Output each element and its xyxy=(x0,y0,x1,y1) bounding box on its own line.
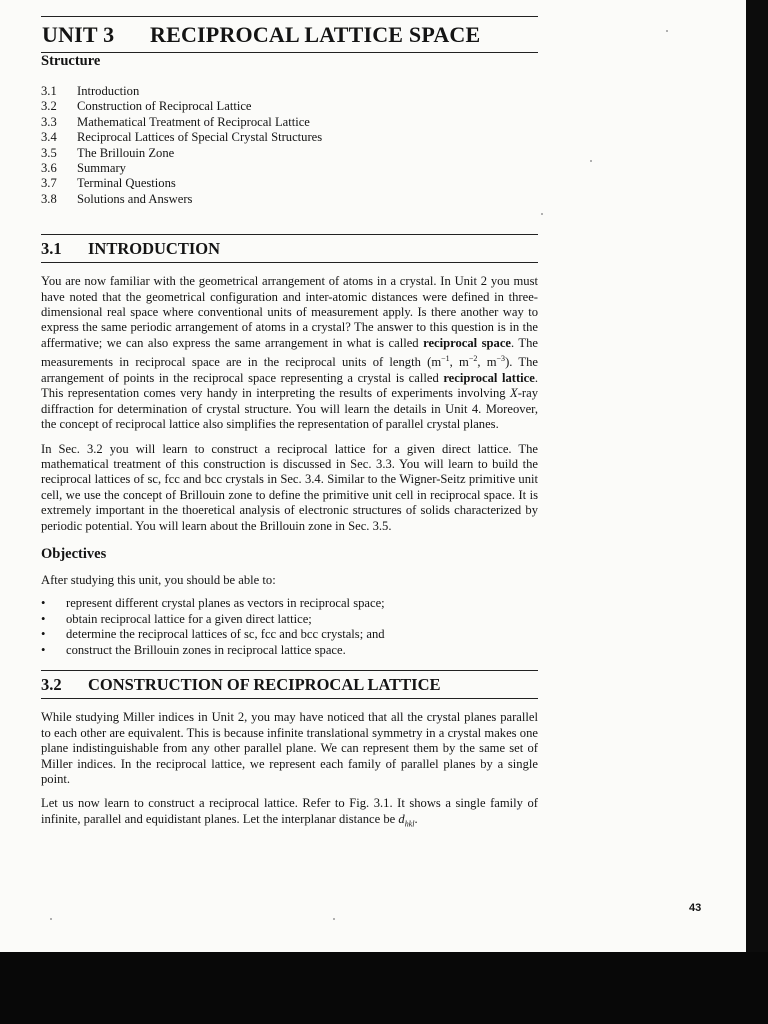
objectives-list xyxy=(41,596,538,658)
structure-item-label: Summary xyxy=(77,161,126,176)
structure-item-number: 3.8 xyxy=(41,191,57,206)
section-title: CONSTRUCTION OF RECIPROCAL LATTICE xyxy=(88,675,441,695)
section-title: INTRODUCTION xyxy=(88,239,221,259)
structure-item-number: 3.2 xyxy=(41,99,57,114)
construction-paragraph-1: While studying Miller indices in Unit 2, you may have noticed that all the crystal planes parallel to each other are equivalent. This is because infinite translational symmetry in a crystal makes one plane indistinguishable from any other parallel plane. We can represent them by the same set of Miller indices. In the reciprocal lattice, we represent each family of parallel planes by a single point. xyxy=(41,710,538,786)
structure-list xyxy=(41,84,538,207)
structure-item-number: 3.1 xyxy=(41,84,57,98)
section-number: 3.1 xyxy=(41,239,62,259)
section-3-2-heading xyxy=(41,675,538,695)
intro-paragraph-2: In Sec. 3.2 you will learn to construct a reciprocal lattice for a given direct lattice. The mathematical treatment of this construction is discussed in Sec. 3.3. You will learn to build the reciprocal lattices of sc, fcc and bcc crystals in Sec. 3.4. Similar to the Wigner-Seitz primitive unit cell, we use the concept of Brillouin zone to define the primitive unit cell in reciprocal space. It is extremely important in the thoeretical analysis of electronic structures of solids characterized by periodic potential. You will learn about the Brillouin zone in Sec. 3.5. xyxy=(41,441,538,533)
scan-speck xyxy=(50,918,52,920)
objective-item: • obtain reciprocal lattice for a given direct lattice; xyxy=(41,612,538,628)
scan-speck xyxy=(541,213,543,215)
unit-number: UNIT 3 xyxy=(42,22,115,47)
structure-item-number: 3.4 xyxy=(41,130,57,145)
objective-item: • determine the reciprocal lattices of sc, fcc and bcc crystals; and xyxy=(41,627,538,643)
section-rule xyxy=(41,234,538,235)
section-number: 3.2 xyxy=(41,675,62,695)
scan-edge-bottom xyxy=(0,952,768,1024)
unit-title: RECIPROCAL LATTICE SPACE xyxy=(150,22,481,47)
structure-item-label: Solutions and Answers xyxy=(77,191,193,206)
section-underline xyxy=(41,262,538,263)
structure-item xyxy=(41,176,538,191)
objectives-heading: Objectives xyxy=(41,545,107,562)
structure-item-number: 3.3 xyxy=(41,114,57,129)
structure-item-number: 3.6 xyxy=(41,161,57,176)
structure-item-label: Mathematical Treatment of Reciprocal Lattice xyxy=(77,114,310,129)
page-number: 43 xyxy=(689,902,702,914)
scan-speck xyxy=(666,30,668,32)
structure-item xyxy=(41,146,538,161)
scan-speck xyxy=(590,160,592,162)
structure-item-label: The Brillouin Zone xyxy=(77,145,175,160)
structure-item xyxy=(41,99,538,114)
top-rule xyxy=(41,16,538,17)
structure-item xyxy=(41,130,538,145)
structure-heading: Structure xyxy=(41,53,101,69)
structure-item-label: Construction of Reciprocal Lattice xyxy=(77,99,252,114)
structure-item xyxy=(41,115,538,130)
intro-paragraph-1: You are now familiar with the geometrical arrangement of atoms in a crystal. In Unit 2 you must have noted that the geometrical configuration and inter-atomic distances were defined in three-dimensional real space where conventional units of measurement apply. Is there another way to express the same periodic arrangement of atoms in a crystal? The answer to this question is in the affermative; we can also express the same arrangement in what is called reciprocal space. The measurements in reciprocal space are in the reciprocal units of length ($m^{-1}$, $m^{-2}$, $m^{-3}$). The arrangement of points in the reciprocal space representing a crystal is called reciprocal lattice. This representation comes very handy in interpreting the results of experiments involving X-ray diffraction for determination of crystal structure. You will learn the details in Unit 4. Moreover, the concept of reciprocal lattice also simplifies the representation of parallel crystal planes. xyxy=(41,274,539,432)
section-rule xyxy=(41,670,538,671)
section-underline xyxy=(41,698,538,699)
structure-item-number: 3.7 xyxy=(41,176,57,191)
page-content xyxy=(41,16,538,841)
structure-item xyxy=(41,161,538,176)
section-3-1-heading xyxy=(41,239,538,259)
scan-speck xyxy=(333,918,335,920)
scan-edge-right xyxy=(746,0,768,1024)
structure-item-number: 3.5 xyxy=(41,145,57,160)
structure-item-label: Introduction xyxy=(77,84,140,98)
structure-item-label: Reciprocal Lattices of Special Crystal Structures xyxy=(77,130,323,145)
construction-paragraph-2: Let us now learn to construct a reciprocal lattice. Refer to Fig. 3.1. It shows a single family of infinite, parallel and equidistant planes. Let the interplanar distance be $d_{hkl}$. xyxy=(41,796,538,829)
objective-item: • construct the Brillouin zones in reciprocal lattice space. xyxy=(41,643,538,659)
objective-item: • represent different crystal planes as vectors in reciprocal space; xyxy=(41,596,538,612)
objectives-intro: After studying this unit, you should be able to: xyxy=(41,572,276,587)
structure-item-label: Terminal Questions xyxy=(77,176,176,191)
structure-item xyxy=(41,192,538,207)
structure-item xyxy=(41,84,538,99)
unit-heading xyxy=(42,22,538,48)
